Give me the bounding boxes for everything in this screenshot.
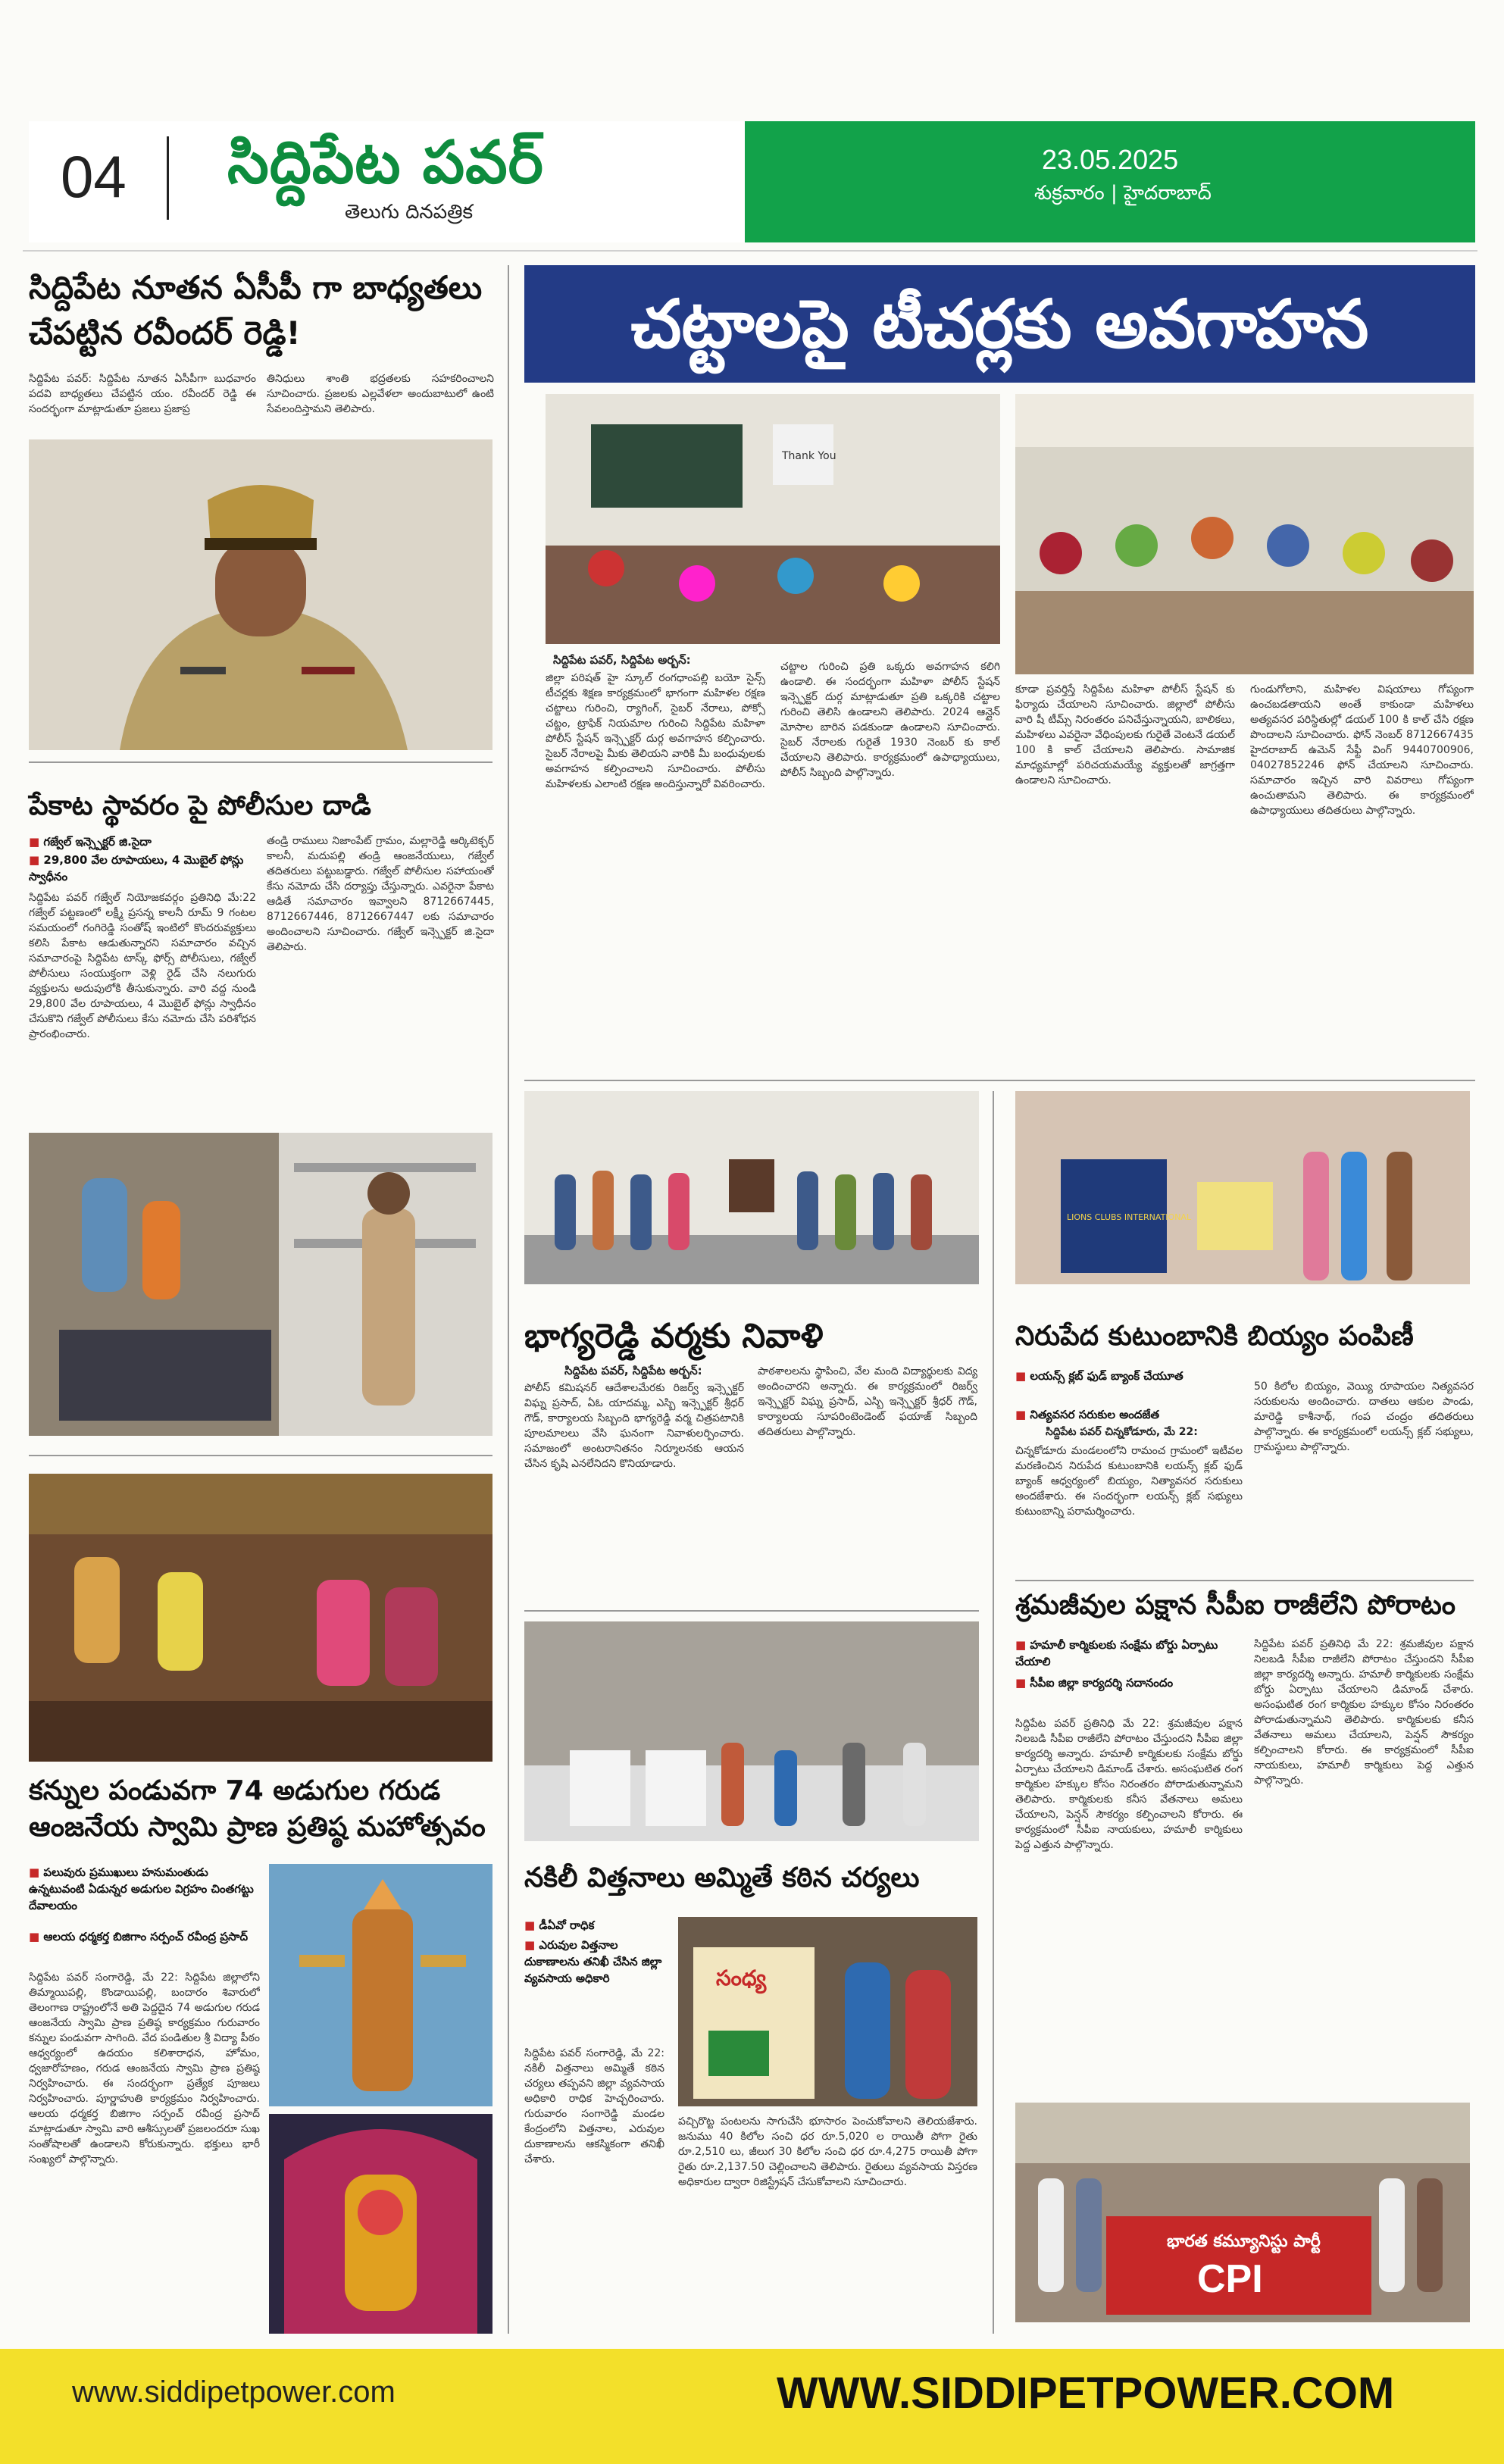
story7-bullet-2: ■ నిత్యవసర సరుకుల అందజేత xyxy=(1015,1406,1243,1423)
story6-bullet-1: ■ డీఏవో రాధిక xyxy=(524,1917,664,1934)
story3-body: సిద్దిపేట పవర్ సంగారెడ్డి, మే 22: సిద్దిపేట జిల్లాలోని తిమ్మాయిపల్లి, కొండాయిపల్లి, బందారం శివారులో తెలంగాణ రాష్ట్రంలోనే అతి పెద్దదైన 74 అడుగుల గరుడ ఆంజనేయ స్వామి ప్రాణ ప్రతిష్ఠ కార్యక్రమం గురువారం కన్నుల పండువగా సాగింది. వేద పండితుల శ్రీ విద్యా పీఠం ఆధ్వర్యంలో ఉదయం కలిశారాధన, హోమం, ధ్వజారోహణం, గరుడ ఆంజనేయ స్వామి ప్రాణ ప్రతిష్ఠ నిర్వహించారు. ఈ సందర్భంగా ప్రత్యేక పూజలు నిర్వహించారు. పూర్ణాహుతి కార్యక్రమం నిర్వహించారు. ఆలయ ధర్మకర్త బిజిగాం సర్పంచ్ రవీంద్ర ప్రసాద్ మాట్లాడుతూ స్వామి వారి ఆశీస్సులతో ప్రజలందరూ సుఖ సంతోషాలతో ఉండాలని కోరుకున్నారు. భక్తులు భారీ సంఖ్యలో పాల్గొన్నారు. xyxy=(29,1972,260,2165)
story4-col4: గుండుగోలాని, మహిళల విషయాలు గోప్యంగా ఉంచబడతాయని అంతే కాకుండా మహిళలు అత్యవసర పరిస్థితుల్లో డయల్ 100 కి కాల్ చేసి రక్షణ పొందాలని సూచించారు. ఫోన్ నెంబర్ 8712667435 హైదరాబాద్ ఉమెన్ సేఫ్టీ వింగ్ 9440700906, 04027852246 ఫోన్ చేయాలని సూచించారు. సమాచారం ఇచ్చిన వారి వివరాలు గోప్యంగా ఉంచుతామని తెలిపారు. ఈ కార్యక్రమంలో ఉపాధ్యాయులు తదితరులు పాల్గొన్నారు. xyxy=(1250,683,1474,817)
story4-col2: చట్టాల గురించి ప్రతి ఒక్కరు అవగాహన కలిగి ఉండాలి. ఈ సందర్భంగా మహిళా పోలీస్ స్టేషన్ ఇన్స్పెక్టర్ దుర్గ మాట్లాడుతూ ప్రతి ఒక్కరికి చట్టాల గురించి తెలిసి ఉండాలని తెలిపారు. 2024 ఆన్లైన్ మోసాల బారిన పడకుండా ఉండాలని సూచించారు. సైబర్ నేరాలకు గురైతే 1930 నెంబర్ కు కాల్ చేయాలని తెలిపారు. కార్యక్రమంలో ఉపాధ్యాయులు, పోలీస్ సిబ్బంది పాల్గొన్నారు. xyxy=(780,661,1000,779)
story4-col3: కూడా ప్రవర్తిస్తే సిద్దిపేట మహిళా పోలీస్ స్టేషన్ కు ఫిర్యాదు చేయాలని సూచించారు. జిల్లాలో పోలీసు వారి షీ టీమ్స్ నిరంతరం పనిచేస్తున్నాయని, బాలికలు, మహిళలు ఎవరైనా వేధింపులకు గురైతే వెంటనే డయల్ 100 కి కాల్ చేయాలని తెలిపారు. సామాజిక మాధ్యమాల్లో పరిచయమయ్యే వ్యక్తులతో జాగ్రత్తగా ఉండాలని సూచించారు. xyxy=(1015,683,1235,786)
story7-headline: నిరుపేద కుటుంబానికి బియ్యం పంపిణీ xyxy=(1015,1321,1414,1352)
story7-dateline: సిద్దిపేట పవర్ చిన్నకోడూరు, మే 22: xyxy=(1046,1426,1198,1438)
story2-bullet-2: ■ 29,800 వేల రూపాయలు, 4 మొబైల్ ఫోన్లు స్వాధీనం xyxy=(29,852,256,885)
story3-headline: కన్నుల పండువగా 74 అడుగుల గరుడ ఆంజనేయ స్వామి ప్రాణ ప్రతిష్ఠ మహోత్సవం xyxy=(29,1775,486,1843)
column-rule xyxy=(508,265,509,2334)
story1-body-a: సిద్దిపేట పవర్: సిద్దిపేట నూతన ఏసీపీగా బుధవారం పదవి బాధ్యతలు చేపట్టిన యం. రవీందర్ రెడ్డి ఈ సందర్భంగా మాట్లాడుతూ ప్రజలు ప్రజాప్ర xyxy=(29,373,256,415)
story6-bullet-2: ■ ఎరువుల విత్తనాల దుకాణాలను తనిఖీ చేసిన జిల్లా వ్యవసాయ అధికారి xyxy=(524,1937,664,1987)
temple-photo xyxy=(29,1474,492,1762)
story5-headline: భాగ్యరెడ్డి వర్మకు నివాళి xyxy=(524,1317,824,1356)
tagline: తెలుగు దినపత్రిక xyxy=(345,201,474,224)
story6-headline: నకిలీ విత్తనాలు అమ్మితే కఠిన చర్యలు xyxy=(524,1862,920,1893)
story3-bullet-1: ■ పలువురు ప్రముఖులు హనుమంతుడు ఉన్నటువంటి ఏడున్నర అడుగుల విగ్రహం చింతగట్టు దేవాలయం xyxy=(29,1864,260,1914)
issue-date: 23.05.2025 xyxy=(1042,144,1179,175)
rule xyxy=(29,761,492,763)
story8-bullet-2: ■ సీపీఐ జిల్లా కార్యదర్శి సదానందం xyxy=(1015,1674,1243,1691)
story7-bullet-1: ■ లయన్స్ క్లబ్ ఫుడ్ బ్యాంక్ చేయూత xyxy=(1015,1368,1243,1384)
seed-bag-brand: సంధ్య xyxy=(716,1965,767,1990)
page-number: 04 xyxy=(61,143,127,210)
issue-day-city: శుక్రవారం | హైదరాబాద్ xyxy=(1034,182,1212,205)
header-rule xyxy=(23,250,1477,252)
story2-bullet-1: ■ గజ్వేల్ ఇన్స్పెక్టర్ జి.సైదా xyxy=(29,833,256,850)
footer-website-right[interactable]: WWW.SIDDIPETPOWER.COM xyxy=(777,2369,1395,2418)
tribute-photo xyxy=(524,1091,979,1284)
story4-col1: జిల్లా పరిషత్ హై స్కూల్ రంగధాంపల్లి బయో సైన్స్ టీచర్లకు శిక్షణ కార్యక్రమంలో భాగంగా మహిళల రక్షణ చట్టాలు గురించి, ర్యాగింగ్, సైబర్ నేరాలు, పోక్సో చట్టం, ట్రాఫిక్ నియమాల గురించి సిద్దిపేట మహిళా పోలీస్ స్టేషన్ ఇన్స్పెక్టర్ దుర్గ అవగాహన కల్పించారు. సైబర్ నేరాలపై మీకు తెలియని వారికి మీ బంధువులకు అవగాహన కల్పించాలని సూచించారు. పోలీసు మహిళలకు ఎలాంటి రక్షణ అందిస్తున్నారో వివరించారు. xyxy=(546,672,765,790)
classroom-photo-1 xyxy=(546,394,1000,644)
seed-shop-photo xyxy=(524,1621,979,1841)
seed-bag-photo xyxy=(678,1917,977,2106)
cpi-banner-text: భారత కమ్యూనిస్టు పార్టీ xyxy=(1167,2232,1321,2251)
rule xyxy=(524,1610,979,1612)
rule xyxy=(1015,1580,1474,1581)
garuda-statue-photo xyxy=(269,1864,492,2106)
story5-col1: పోలీస్ కమిషనర్ ఆదేశాలమేరకు రిజర్వ్ ఇన్స్పెక్టర్ విఘ్న ప్రసాద్, ఏఓ యాదమ్మ, ఎస్బి ఇన్స్పెక్టర్ శ్రీధర్ గౌడ్, కార్యాలయ సిబ్బంది భాగ్యరెడ్డి వర్మ చిత్రపటానికి పూలమాలలు వేసి ఘనంగా నివాళులర్పించారు. సమాజంలో అంటరానితనం నిర్మూలనకు ఆయన చేసిన కృషి ఎనలేనిదని కొనియాడారు. xyxy=(524,1382,744,1470)
column-rule xyxy=(993,1091,994,2334)
lions-banner-text: LIONS CLUBS INTERNATIONAL xyxy=(1067,1212,1192,1222)
food-bank-photo xyxy=(1015,1091,1470,1284)
story2-body-a: సిద్దిపేట పవర్ గజ్వేల్ నియోజకవర్గం ప్రతినిధి మే:22 గజ్వేల్ పట్టణంలో లక్ష్మీ ప్రసన్న కాలనీ రూమ్ 9 గంటల సమయంలో గంగిరెడ్డి సంతోష్ ఇంటిలో కొందరువ్యక్తులు కలిసి పేకాట ఆడుతున్నారని సమాచారం వచ్చిన సమాచారంపై సిద్దిపేట టాస్క్ ఫోర్స్ పోలీసులు, గజ్వేల్ పోలీసులు సంయుక్తంగా వెళ్లి రైడ్ చేసి నలుగురు వ్యక్తులను అదుపులోకి తీసుకున్నారు. వారి వద్ద నుండి 29,800 వేల రూపాయలు, 4 మొబైల్ ఫోన్లు స్వాధీనం చేసుకొని గజ్వేల్ పోలీసులు కేసు నమోదు చేసి పరిశోధన ప్రారంభించారు. xyxy=(29,892,256,1040)
story8-body: సిద్దిపేట పవర్ ప్రతినిధి మే 22: శ్రమజీవుల పక్షాన నిలబడి సీపీఐ రాజీలేని పోరాటం చేస్తుందని సీపీఐ జిల్లా కార్యదర్శి అన్నారు. హమాలీ కార్మికులకు సంక్షేమ బోర్డు ఏర్పాటు చేయాలని డిమాండ్ చేశారు. అసంఘటిత రంగ కార్మికుల హక్కుల కోసం నిరంతరం పోరాడుతున్నామని తెలిపారు. కార్మికులకు కనీస వేతనాలు అమలు చేయాలని, పెన్షన్ సౌకర్యం కల్పించాలని కోరారు. ఈ కార్యక్రమంలో సీపీఐ నాయకులు, హమాలీ కార్మికులు పెద్ద ఎత్తున పాల్గొన్నారు. xyxy=(1015,1718,1243,1851)
cpi-banner-logo: CPI xyxy=(1197,2257,1263,2301)
raid-photo xyxy=(29,1133,492,1436)
story8-headline: శ్రమజీవుల పక్షాన సీపీఐ రాజీలేని పోరాటం xyxy=(1015,1590,1456,1621)
story1-headline: సిద్దిపేట నూతన ఏసీపీ గా బాధ్యతలు చేపట్టిన రవీందర్ రెడ్డి! xyxy=(29,269,483,352)
signboard-text: Thank You xyxy=(782,450,836,462)
story6-body-a: సిద్దిపేట పవర్ సంగారెడ్డి, మే 22: నకిలీ విత్తనాలు అమ్మితే కఠిన చర్యలు తప్పవని జిల్లా వ్యవసాయ అధికారి రాధిక హెచ్చరించారు. గురువారం సంగారెడ్డి మండల కేంద్రంలోని విత్తనాల, ఎరువుల దుకాణాలను ఆకస్మికంగా తనిఖీ చేశారు. xyxy=(524,2047,664,2165)
footer-website-left[interactable]: www.siddipetpower.com xyxy=(72,2375,396,2409)
story8-body-cont: సిద్దిపేట పవర్ ప్రతినిధి మే 22: శ్రమజీవుల పక్షాన నిలబడి సీపీఐ రాజీలేని పోరాటం చేస్తుందని సీపీఐ జిల్లా కార్యదర్శి అన్నారు. హమాలీ కార్మికులకు సంక్షేమ బోర్డు ఏర్పాటు చేయాలని డిమాండ్ చేశారు. అసంఘటిత రంగ కార్మికుల హక్కుల కోసం నిరంతరం పోరాడుతున్నామని తెలిపారు. కార్మికులకు కనీస వేతనాలు అమలు చేయాలని, పెన్షన్ సౌకర్యం కల్పించాలని కోరారు. ఈ కార్యక్రమంలో సీపీఐ నాయకులు, హమాలీ కార్మికులు పెద్ద ఎత్తున పాల్గొన్నారు. xyxy=(1254,1638,1474,1787)
story8-bullet-1: ■ హమాలీ కార్మికులకు సంక్షేమ బోర్డు ఏర్పాటు చేయాలి xyxy=(1015,1637,1243,1670)
story5-col2: పాఠశాలలను స్థాపించి, వేల మంది విద్యార్థులకు విద్య అందించారని అన్నారు. ఈ కార్యక్రమంలో రిజర్వ్ ఇన్స్పెక్టర్ విఘ్న ప్రసాద్, ఎస్బి ఇన్స్పెక్టర్ శ్రీధర్ గౌడ్, కార్యాలయ సూపరింటెండెంట్ ఫయాజ్ సిబ్బంది తదితరులు పాల్గొన్నారు. xyxy=(758,1365,977,1438)
story2-body-b: తండ్రి రాములు నిజాంపేట్ గ్రామం, మల్లారెడ్డి ఆర్కిటెక్చర్ కాలనీ, మదుపల్లి తండ్రి ఆంజనేయులు, గజ్వేల్ తదితరులు పట్టుబడ్డారు. గజ్వేల్ పోలీసుల సహాయంతో కేసు నమోదు చేసి దర్యాప్తు చేస్తున్నారు. ఎవరైనా పేకాట ఆడితే సమాచారం ఇవ్వాలని 8712667445, 8712667446, 8712667447 లకు సమాచారం అందించాలని సూచించారు. గజ్వేల్ ఇన్స్పెక్టర్ జి.సైదా తెలిపారు. xyxy=(267,835,494,953)
story4-headline: చట్టాలపై టీచర్లకు అవగాహన xyxy=(524,265,1475,383)
masthead: సిద్దిపేట పవర్ xyxy=(227,129,544,197)
header-divider xyxy=(167,136,169,220)
story2-headline: పేకాట స్థావరం పై పోలీసుల దాడి xyxy=(29,790,371,821)
story7-col2: 50 కిలోల బియ్యం, వెయ్యి రూపాయల నిత్యవసర సరుకులను అందించారు. దాతలు ఆకుల పాండు, మారెడ్డి కాశీనాథ్, గంప చంద్రం తదితరులు పాల్గొన్నారు. ఈ కార్యక్రమంలో లయన్స్ క్లబ్ సభ్యులు, గ్రామస్థులు పాల్గొన్నారు. xyxy=(1254,1381,1474,1453)
rule xyxy=(29,1455,492,1456)
story1-body-b: తినిధులు శాంతి భద్రతలకు సహకరించాలని సూచించారు. ప్రజలకు ఎల్లవేళలా అందుబాటులో ఉంటి సేవలందిస్తామని తెలిపారు. xyxy=(267,373,494,415)
story4-dateline: సిద్దిపేట పవర్, సిద్దిపేట అర్బన్: xyxy=(553,653,691,667)
rule xyxy=(524,1080,1475,1081)
cpi-meeting-photo xyxy=(1015,2103,1470,2322)
story6-body-b: పచ్చిరొట్ట పంటలను సాగుచేసి భూసారం పెంచుకోవాలని తెలియజేశారు. జనుము 40 కిలోల సంచి ధర రూ.5,020 ల రాయితీ పోగా రైతు రూ.2,510 లు, జీలుగ 30 కిలోల సంచి ధర రూ.4,275 రాయితీ పోగా రైతు రూ.2,137.50 చెల్లించాలని తెలిపారు. రైతులు వ్యవసాయ విస్తరణ అధికారుల ద్వారా రిజిస్ట్రేషన్ చేసుకోవాలని సూచించారు. xyxy=(678,2115,977,2188)
story7-col1: చిన్నకోడూరు మండలంలోని రామంచ గ్రామంలో ఇటీవల మరణించిన నిరుపేద కుటుంబానికి లయన్స్ క్లబ్ ఫుడ్ బ్యాంక్ ఆధ్వర్యంలో బియ్యం, నిత్యావసర సరుకులు అందజేశారు. ఈ సందర్భంగా లయన్స్ క్లబ్ సభ్యులు కుటుంబాన్ని పరామర్శించారు. xyxy=(1015,1445,1243,1518)
classroom-photo-2 xyxy=(1015,394,1474,674)
idol-photo xyxy=(269,2114,492,2334)
story3-bullet-2: ■ ఆలయ ధర్మకర్త బిజిగాం సర్పంచ్ రవీంద్ర ప్రసాద్ xyxy=(29,1928,260,1945)
acp-photo xyxy=(29,439,492,750)
story5-dateline: సిద్దిపేట పవర్, సిద్దిపేట అర్బన్: xyxy=(564,1364,702,1377)
